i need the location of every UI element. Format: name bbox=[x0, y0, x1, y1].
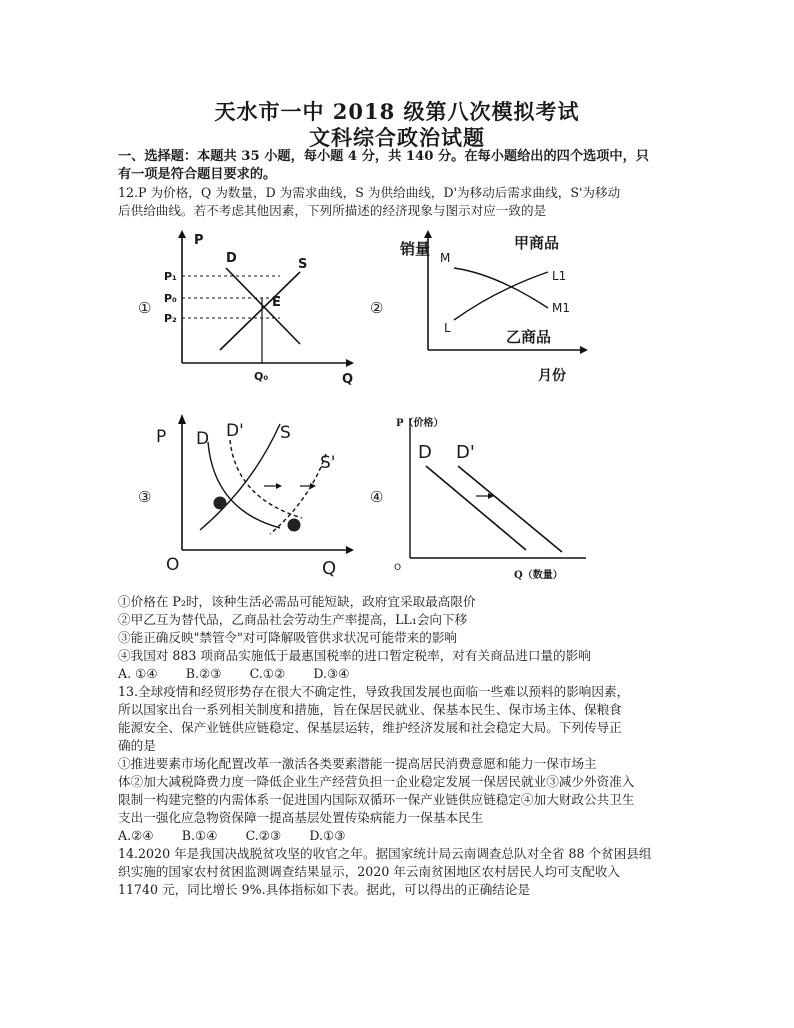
q14-line-1: 14.2020 年是我国决战脱贫攻坚的收官之年。据国家统计局云南调查总队对全省 88 个贫困县组 bbox=[118, 846, 652, 861]
q13-line-7: 限制一构建完整的内需体系一促进国内国际双循环一保产业链供应链稳定④加大财政公共卫生 bbox=[118, 792, 635, 807]
q12-item-3: ③能正确反映"禁管令"对可降解吸管供求状况可能带来的影响 bbox=[118, 630, 458, 645]
figure-1-p1-label: P₁ bbox=[164, 270, 177, 283]
figure-4-xlabel: Q（数量） bbox=[514, 570, 563, 581]
q13-line-1: 13.全球疫情和经贸形势存在很大不确定性，导致我国发展也面临一些难以预料的影响因素， bbox=[118, 684, 630, 699]
q13-line-6: 体②加大减税降费力度一降低企业生产经营负担一企业稳定发展一保居民就业③减少外资准入 bbox=[118, 774, 635, 789]
figure-3-sp-label: S' bbox=[320, 453, 336, 473]
figure-3-s-label: S bbox=[280, 423, 291, 443]
q13-option-c: C.②③ bbox=[245, 828, 282, 843]
figure-4-dp-label: D' bbox=[456, 442, 475, 463]
q13-option-a: A.②④ bbox=[118, 828, 154, 843]
figure-1-number: ① bbox=[138, 299, 152, 317]
figure-3-number: ③ bbox=[138, 488, 152, 506]
exam-subtitle: 文科综合政治试题 bbox=[309, 125, 485, 150]
demand-curve-d-prime bbox=[458, 466, 562, 552]
figure-3-o-label: O bbox=[166, 555, 180, 575]
figure-2-ylabel: 销量 bbox=[400, 240, 431, 258]
q12-option-b: B.②③ bbox=[185, 666, 222, 681]
figure-1-p2-label: P₂ bbox=[164, 312, 177, 325]
figure-2-m-label: M bbox=[440, 251, 451, 265]
q13-option-d: D.①③ bbox=[309, 828, 346, 843]
figure-3-q-label: Q bbox=[322, 558, 337, 579]
q12-option-a: A. ①④ bbox=[118, 666, 158, 681]
figure-4-demand-shift bbox=[366, 410, 606, 580]
figure-2-l-label: L bbox=[444, 321, 451, 335]
q13-line-8: 支出一强化应急物资保障一提高基层处置传染病能力一保基本民生 bbox=[118, 810, 484, 825]
q13-line-4: 确的是 bbox=[118, 738, 156, 753]
q14-line-3: 11740 元，同比增长 9%.具体指标如下表。据此，可以得出的正确结论是 bbox=[118, 882, 531, 897]
product-a-curve bbox=[454, 268, 548, 308]
q13-options bbox=[118, 827, 688, 845]
q12-item-4: ④我国对 883 项商品实施低于最惠国税率的进口暂定税率，对有关商品进口量的影响 bbox=[118, 648, 591, 663]
q13-line-2: 所以国家出台一系列相关制度和措施，旨在保居民就业、保基本民生、保市场主体、保粮食 bbox=[118, 702, 622, 717]
supply-curve-s bbox=[220, 272, 300, 350]
figure-1-s-label: S bbox=[298, 257, 308, 272]
q14-line-2: 织实施的国家农村贫困监测调查结果显示，2020 年云南贫困地区农村居民人均可支配收入 bbox=[118, 864, 621, 879]
figure-4-number: ④ bbox=[370, 488, 384, 506]
q12-option-d: D.③④ bbox=[313, 666, 350, 681]
q12-stem-line1: 12.P 为价格，Q 为数量，D 为需求曲线，S 为供给曲线，D'为移动后需求曲线，S'为移动 bbox=[118, 185, 621, 200]
q12-stem-line2: 后供给曲线。若不考虑其他因素，下列所描述的经济现象与图示对应一致的是 bbox=[118, 203, 547, 218]
product-b-curve bbox=[454, 272, 548, 320]
figure-1-d-label: D bbox=[226, 251, 237, 266]
figure-3-p-label: P bbox=[156, 427, 167, 447]
demand-curve-d bbox=[426, 466, 526, 550]
q13-option-b: B.①④ bbox=[181, 828, 218, 843]
figure-2-l1-label: L1 bbox=[552, 269, 567, 283]
section-instruction-line1: 一、选择题：本题共 35 小题，每小题 4 分，共 140 分。在每小题给出的四个选项中，只 bbox=[118, 149, 649, 164]
figure-3-d-label: D bbox=[196, 429, 210, 449]
figure-2-product-a: 甲商品 bbox=[514, 234, 560, 252]
figure-3-supply-demand-shift bbox=[130, 410, 370, 580]
figure-1-q-label: Q bbox=[342, 372, 354, 387]
q12-option-c: C.①② bbox=[249, 666, 286, 681]
figure-4-ylabel: P（价格） bbox=[396, 418, 444, 429]
figure-1-p-label: P bbox=[194, 233, 204, 248]
figure-4-d-label: D bbox=[418, 442, 432, 463]
figure-1-e-label: E bbox=[272, 295, 281, 310]
q13-line-3: 能源安全、保产业链供应链稳定、保基层运转，维护经济发展和社会稳定大局。下列传导正 bbox=[118, 720, 622, 735]
figure-1-q0-label: Q₀ bbox=[254, 370, 269, 383]
equilibrium-point-2 bbox=[288, 519, 301, 532]
equilibrium-point-1 bbox=[214, 497, 227, 510]
q12-item-2: ②甲乙互为替代品，乙商品社会劳动生产率提高，LL₁会向下移 bbox=[118, 612, 468, 627]
section-instruction-line2: 有一项是符合题目要求的。 bbox=[118, 167, 277, 182]
exam-title: 天水市一中 2018 级第八次模拟考试 bbox=[214, 99, 580, 124]
figure-2-number: ② bbox=[370, 299, 384, 317]
figure-1-supply-demand bbox=[130, 228, 370, 388]
q12-item-1: ①价格在 P₂时，该种生活必需品可能短缺，政府宜采取最高限价 bbox=[118, 594, 476, 609]
figure-1-p0-label: P₀ bbox=[164, 292, 177, 305]
q13-line-5: ①推进要素市场化配置改革一激活各类要素潜能一提高居民消费意愿和能力一保市场主 bbox=[118, 756, 597, 771]
figure-2-product-b: 乙商品 bbox=[506, 328, 552, 346]
figure-2-xlabel: 月份 bbox=[538, 368, 566, 384]
q12-options bbox=[118, 665, 688, 683]
figure-2-sales-trend bbox=[366, 228, 606, 388]
figure-2-m1-label: M1 bbox=[552, 301, 570, 315]
figure-4-o-label: O bbox=[394, 563, 402, 573]
figure-3-dp-label: D' bbox=[226, 421, 244, 441]
